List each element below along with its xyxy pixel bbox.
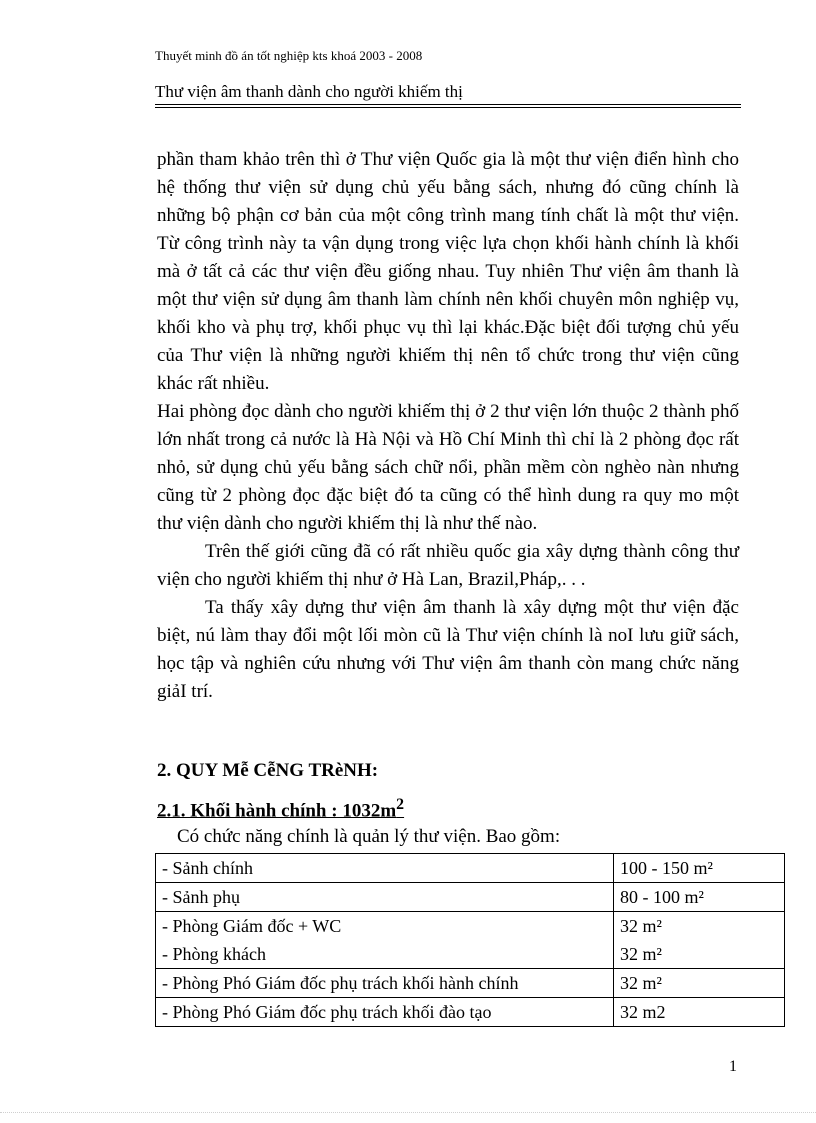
rooms-table [155, 853, 785, 1027]
room-name: - Phòng Giám đốc + WC [162, 916, 342, 936]
room-name: - Phòng Phó Giám đốc phụ trách khối hành chính [162, 973, 519, 993]
table-row [156, 883, 785, 912]
room-name: - Phòng khách [162, 944, 266, 964]
room-area: 100 - 150 m² [620, 858, 713, 878]
subsection-heading-superscript: 2 [396, 796, 405, 813]
body-text [157, 146, 739, 706]
room-area: 32 m² [620, 916, 662, 936]
table-row [156, 969, 785, 998]
room-name: - Sảnh phụ [162, 887, 240, 907]
running-header-title: Thư viện âm thanh dành cho người khiếm thị [155, 82, 463, 101]
header-rule-thick [155, 107, 741, 108]
paragraph: phần tham khảo trên thì ở Thư viện Quốc gia là một thư viện điển hình cho hệ thống thư viện sử dụng chủ yếu bằng sách, nhưng đó cũng chính là những bộ phận cơ bản của một công trình mang tính chất là một thư viện. Từ công trình này ta vận dụng trong việc lựa chọn khối hành chính là khối mà ở tất cả các thư viện đều giống nhau. Tuy nhiên Thư viện âm thanh là một thư viện sử dụng âm thanh làm chính nên khối chuyên môn nghiệp vụ, khối kho và phụ trợ, khối phục vụ thì lại khác.Đặc biệt đối tượng chủ yếu của Thư viện là những người khiếm thị nên tổ chức trong thư viện cũng khác rất nhiều. [157, 149, 739, 394]
table-row [156, 854, 785, 883]
room-area-cell [614, 998, 785, 1027]
paragraph: Ta thấy xây dựng thư viện âm thanh là xây dựng một thư viện đặc biệt, nú làm thay đổi một lối mòn cũ là Thư viện chính là noI lưu giữ sách, học tập và nghiên cứu nhưng với Thư viện âm thanh còn mang chức năng giảI trí. [157, 597, 739, 702]
page-number: 1 [729, 1058, 737, 1075]
room-area: 32 m2 [620, 1002, 666, 1022]
page-bottom-rule [0, 1112, 816, 1113]
room-area-cell [614, 912, 785, 969]
running-header-course: Thuyết minh đồ án tốt nghiệp kts khoá 2003 - 2008 [155, 48, 423, 63]
header-rule-thin [155, 104, 741, 105]
room-area: 32 m² [620, 944, 662, 964]
subsection-heading-text: 2.1. Khối hành chính : 1032m [157, 800, 397, 822]
room-name-cell [156, 912, 614, 969]
paragraph: Trên thế giới cũng đã có rất nhiều quốc gia xây dựng thành công thư viện cho người khiếm thị như ở Hà Lan, Brazil,Pháp,. . . [157, 541, 739, 590]
room-name-cell [156, 998, 614, 1027]
room-name: - Sảnh chính [162, 858, 253, 878]
room-area: 80 - 100 m² [620, 887, 704, 907]
room-area-cell [614, 883, 785, 912]
subsection-heading [157, 796, 404, 822]
section-heading: 2. QUY Mễ CễNG TRèNH: [157, 760, 379, 781]
room-area: 32 m² [620, 973, 662, 993]
table-row [156, 912, 785, 969]
room-name-cell [156, 883, 614, 912]
table-intro: Có chức năng chính là quản lý thư viện. Bao gồm: [177, 826, 561, 847]
room-name: - Phòng Phó Giám đốc phụ trách khối đào tạo [162, 1002, 492, 1022]
room-area-cell [614, 969, 785, 998]
room-area-cell [614, 854, 785, 883]
room-name-cell [156, 969, 614, 998]
room-name-cell [156, 854, 614, 883]
table-row [156, 998, 785, 1027]
paragraph: Hai phòng đọc dành cho người khiếm thị ở 2 thư viện lớn thuộc 2 thành phố lớn nhất trong cả nước là Hà Nội và Hồ Chí Minh thì chỉ là 2 phòng đọc rất nhỏ, sử dụng chủ yếu bằng sách chữ nổi, phần mềm còn nghèo nàn nhưng cũng từ 2 phòng đọc đặc biệt đó ta cũng có thể hình dung ra quy mo một thư viện dành cho người khiếm thị là như thế nào. [157, 401, 739, 534]
